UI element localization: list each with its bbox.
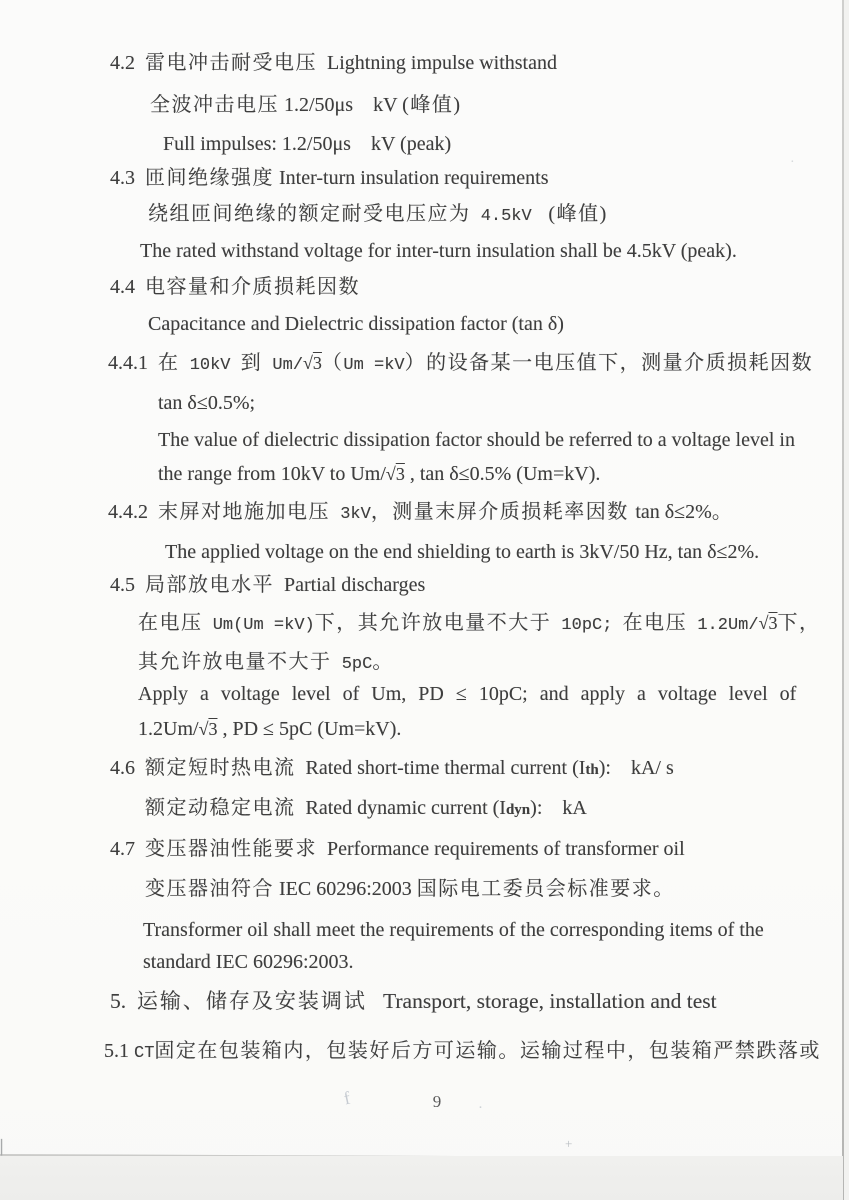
doc-line [140, 236, 737, 268]
text-run: 4.4.1 [108, 352, 158, 374]
text-run: (峰值) [402, 94, 462, 116]
text-run: Um(Um =kV) [202, 616, 315, 635]
text-run: Full impulses: 1.2/50μs kV (peak) [163, 133, 452, 155]
scanner-background-bottom [0, 1156, 843, 1200]
text-run: √3 [303, 353, 322, 373]
doc-line [143, 947, 354, 979]
text-run: th [585, 762, 599, 778]
doc-line [110, 163, 549, 195]
doc-line [165, 537, 759, 569]
text-run: 1.2/50μs kV [279, 94, 403, 116]
text-run: the range from 10kV to Um/ [158, 463, 386, 485]
doc-line [145, 874, 675, 906]
scan-speck: f [341, 1087, 352, 1109]
text-run: 1.2Um/ [687, 616, 759, 635]
text-run: Transformer oil shall meet the requirements of the corresponding items of the [143, 919, 764, 941]
text-run: tan δ≤2% [635, 501, 712, 523]
text-run: 到 [240, 352, 263, 374]
text-run: , PD ≤ 5pC (Um=kV). [217, 718, 402, 740]
text-run: 局部放电水平 [145, 574, 274, 596]
doc-line [158, 459, 600, 491]
text-run: Apply a voltage level of Um, PD ≤ 10pC; and apply a voltage level of [138, 683, 797, 705]
text-run: Partial discharges [274, 574, 426, 596]
text-run: 4.6 [110, 757, 145, 779]
text-run: 4.2 [110, 52, 145, 74]
text-run: 雷电冲击耐受电压 [145, 52, 317, 74]
text-run: 变压器油性能要求 [145, 838, 317, 860]
text-run: , tan δ≤0.5% (Um=kV). [404, 463, 601, 485]
doc-line [138, 679, 796, 711]
text-run: 10pC; [551, 616, 623, 635]
text-run: Um/ [262, 356, 304, 375]
text-run: 4.3 [110, 167, 145, 189]
scan-speck: · [478, 1100, 483, 1116]
doc-line [110, 986, 717, 1019]
text-run: 5. [110, 989, 137, 1013]
text-run: 4.7 [110, 838, 145, 860]
text-run: 1.2Um/ [138, 718, 199, 740]
doc-line [108, 497, 733, 530]
doc-line [110, 570, 425, 602]
text-run: 电容量和介质损耗因数 [145, 276, 360, 298]
doc-line [110, 48, 557, 80]
text-run: 。 [372, 651, 394, 673]
doc-line [138, 647, 394, 680]
text-run: Rated dynamic current (I [295, 797, 506, 819]
text-run: ): kA [530, 797, 587, 819]
text-run: 5pC [331, 655, 373, 674]
doc-line [110, 834, 685, 866]
text-run: Lightning impulse withstand [317, 52, 557, 74]
text-run: 下， [777, 612, 821, 634]
text-run: 4.4 [110, 276, 145, 298]
doc-line [163, 129, 451, 161]
text-run: √3 [758, 613, 778, 633]
text-run: 下，其允许放电量不大于 [314, 612, 552, 634]
text-run: ，测量末屏介质损耗率因数 [370, 501, 636, 523]
doc-line [138, 714, 401, 746]
text-run: √3 [385, 464, 405, 484]
text-run: 额定短时热电流 [145, 757, 296, 779]
scan-speck: ▏ [1, 1141, 12, 1156]
text-run: √3 [198, 719, 218, 739]
text-run: The rated withstand voltage for inter-turn insulation shall be 4.5kV (peak). [140, 240, 737, 262]
text-run: （ [321, 352, 344, 374]
text-run: ): kA/ s [598, 757, 674, 779]
text-run: 固定在包装箱内，包装好后方可运输。运输过程中，包装箱严禁跌落或 [154, 1040, 821, 1062]
doc-line [110, 272, 360, 304]
doc-line [145, 793, 587, 825]
doc-line [158, 388, 255, 420]
doc-line [110, 753, 674, 785]
text-run: 在电压 [138, 612, 203, 634]
text-run: The value of dielectric dissipation factor should be referred to a voltage level in [158, 429, 795, 451]
scanner-background-right [844, 0, 849, 1200]
doc-line [108, 348, 813, 381]
text-run: tan δ≤0.5%; [158, 392, 256, 414]
text-run: CT [134, 1044, 155, 1063]
text-run: 匝间绝缘强度 [145, 167, 274, 189]
text-run: 其允许放电量不大于 [138, 651, 332, 673]
text-run: Capacitance and Dielectric dissipation factor (tan δ) [148, 313, 564, 335]
doc-line [148, 309, 564, 341]
text-run: 在电压 [622, 612, 688, 634]
text-run: Transport, storage, installation and test [366, 989, 717, 1013]
text-run: 末屏对地施加电压 [158, 501, 330, 523]
doc-line [150, 90, 461, 122]
text-run: Performance requirements of transformer oil [317, 838, 685, 860]
text-run: 10kV [179, 356, 241, 375]
doc-line [138, 608, 820, 641]
text-run: (峰值) [541, 203, 608, 225]
text-run: 4.5kV [470, 207, 542, 226]
text-run: Um =kV [343, 356, 405, 375]
text-run: 4.5 [110, 574, 145, 596]
text-run: 全波冲击电压 [150, 94, 279, 116]
text-run: The applied voltage on the end shielding to earth is 3kV/50 Hz, tan δ≤2%. [165, 541, 760, 563]
text-run: dyn [505, 802, 531, 818]
doc-line [143, 915, 764, 947]
scan-speck: + [565, 1136, 573, 1151]
scan-speck: · [790, 155, 795, 170]
text-run: 5.1 [104, 1040, 134, 1062]
text-run: ）的设备某一电压值下，测量介质损耗因数 [404, 352, 814, 374]
text-run: 绕组匝间绝缘的额定耐受电压应为 [148, 203, 471, 225]
text-run: 3kV [330, 505, 371, 524]
doc-line [104, 1036, 821, 1069]
text-run: IEC 60296:2003 [274, 878, 417, 900]
text-run: 额定动稳定电流 [145, 797, 296, 819]
text-run: 变压器油符合 [145, 878, 274, 900]
doc-line [148, 199, 608, 232]
text-run: 。 [711, 501, 734, 523]
text-run: 在 [158, 352, 180, 374]
text-run: 国际电工委员会标准要求。 [416, 878, 675, 900]
text-run: 4.4.2 [108, 501, 158, 523]
page-number: 9 [432, 1092, 442, 1111]
text-run: Inter-turn insulation requirements [274, 167, 549, 189]
text-run: 运输、储存及安装调试 [136, 989, 367, 1013]
text-run: Rated short-time thermal current (I [295, 757, 586, 779]
doc-line [158, 425, 795, 457]
text-run: standard IEC 60296:2003. [143, 951, 354, 973]
